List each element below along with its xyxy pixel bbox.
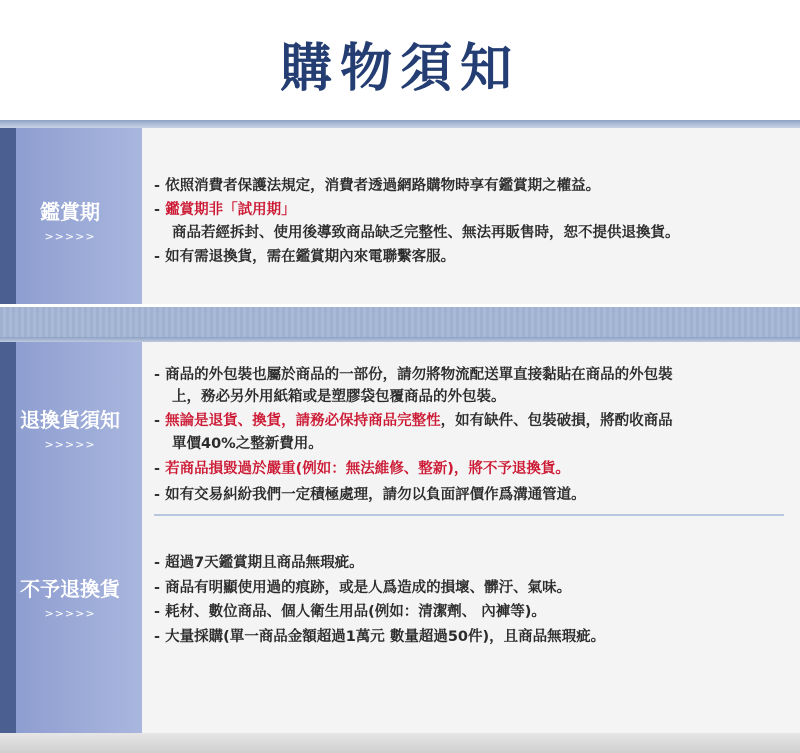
bottom-bar [0,733,800,753]
arrows-icon: >>>>> [44,438,96,451]
list-item: - 大量採購(單一商品金額超過1萬元 數量超過50件)，且商品無瑕疵。 [154,629,606,645]
section-label: 不予退換貨 [20,577,120,601]
section-returns [0,342,800,733]
list-item: - 鑑賞期非「試用期」 [154,202,296,218]
list-item: 商品若經拆封、使用後導致商品缺乏完整性、無法再販售時，恕不提供退換貨。 [172,225,680,241]
list-item: 單價40%之整新費用。 [172,436,323,452]
section-label: 退換貨須知 [20,408,120,432]
list-item: - 無論是退貨、換貨，請務必保持商品完整性，如有缺件、包裝破損，將酌收商品 [154,413,673,429]
arrows-icon: >>>>> [44,230,96,243]
list-item: - 依照消費者保護法規定，消費者透過網路購物時享有鑑賞期之權益。 [154,178,601,194]
section-sidebar [16,342,142,733]
page-title: 購物須知 [279,39,520,99]
list-item: 上，務必另外用紙箱或是塑膠袋包覆商品的外包裝。 [172,389,506,405]
list-item: - 超過7天鑑賞期且商品無瑕疵。 [154,555,364,571]
list-item: - 耗材、數位商品、個人衛生用品(例如：清潔劑、 內褲等)。 [154,604,546,620]
list-item: - 若商品損毀過於嚴重(例如：無法維修、整新)，將不予退換貨。 [154,461,570,477]
list-item: - 如有交易糾紛我們一定積極處理，請勿以負面評價作爲溝通管道。 [154,487,586,503]
section-label: 鑑賞期 [40,200,100,224]
arrows-icon: >>>>> [44,607,96,620]
list-item: - 商品的外包裝也屬於商品的一部份，請勿將物流配送單直接黏貼在商品的外包裝 [154,367,673,383]
list-item: - 如有需退換貨，需在鑑賞期內來電聯繫客服。 [154,249,456,265]
list-item: - 商品有明顯使用過的痕跡，或是人爲造成的損壞、髒汙、氣味。 [154,580,572,596]
section-sidebar [16,128,142,304]
divider [154,514,784,516]
section-appreciation-period [0,128,800,304]
separator-band [0,307,800,337]
